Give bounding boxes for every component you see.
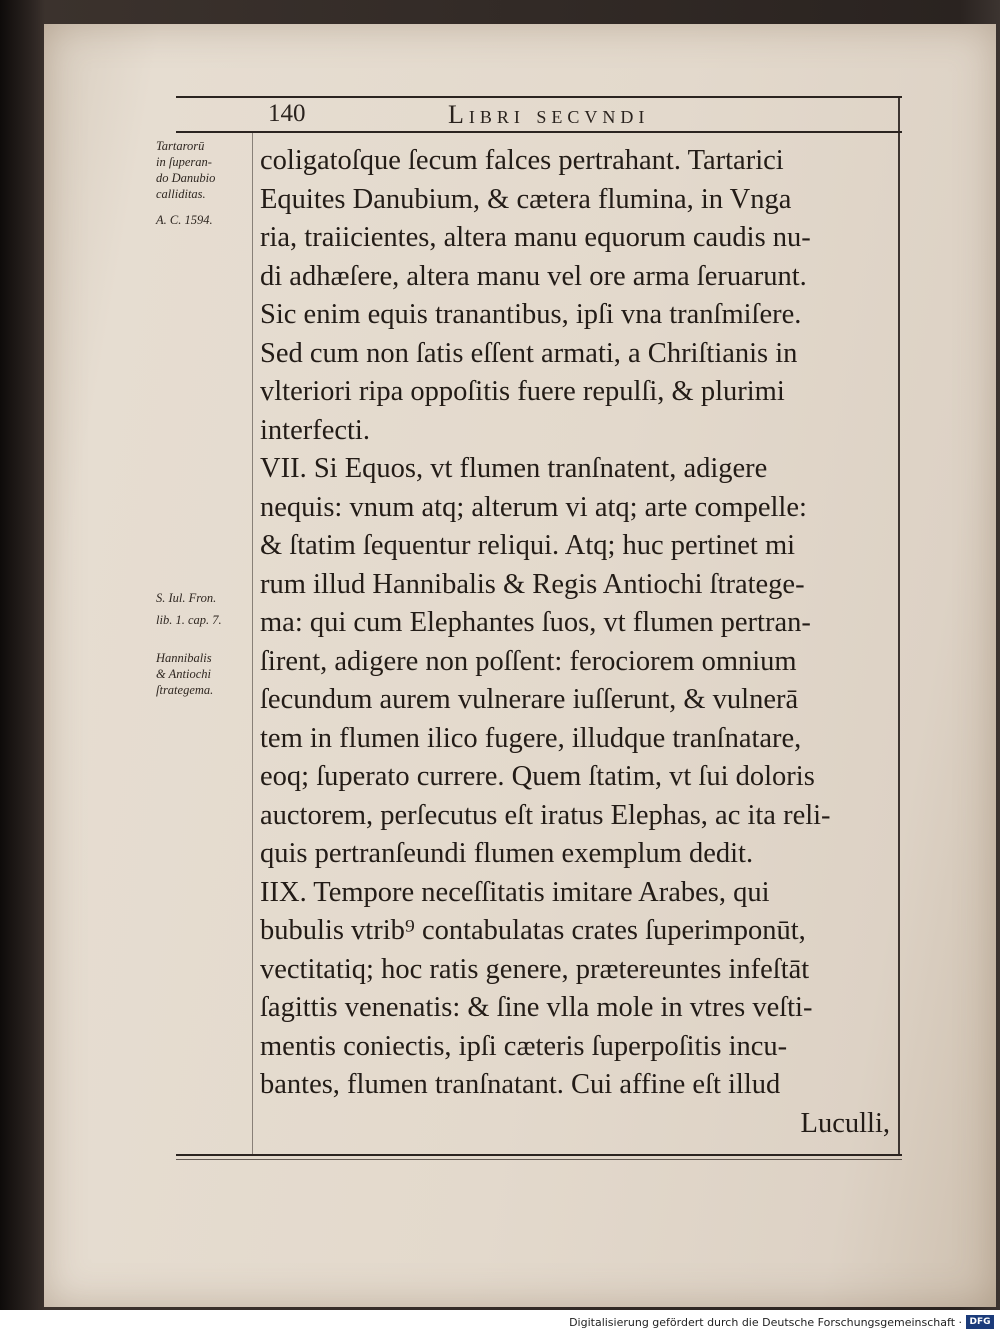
- text-line: ſecundum aurem vulnerare iuſſerunt, & vulnerā: [260, 684, 799, 715]
- margin-note-line: calliditas.: [156, 187, 206, 201]
- text-line: vectitatiq; hoc ratis genere, prætereuntes infeſtāt: [260, 953, 810, 985]
- margin-note-line: ſtrategema.: [156, 683, 214, 697]
- text-line: di adhæſere, altera manu vel ore arma ſeruarunt.: [260, 260, 807, 292]
- margin-rule-left: [252, 133, 253, 1155]
- margin-note-line: S. Iul. Fron.: [156, 591, 217, 605]
- text-line: nequis: vnum atq; alterum vi atq; arte compelle:: [260, 491, 807, 523]
- margin-note: [156, 590, 260, 628]
- text-line: VII. Si Equos, vt flumen tranſnatent, adigere: [260, 453, 768, 484]
- text-line: mentis coniectis, ipſi cæteris ſuperpoſitis incu-: [260, 1030, 788, 1062]
- text-line: interfecti.: [260, 414, 370, 446]
- text-line: vlteriori ripa oppoſitis fuere repulſi, & plurimi: [260, 376, 785, 407]
- text-line: Sed cum non ſatis eſſent armati, a Chriſtianis in: [260, 337, 798, 369]
- text-line: auctorem, perſecutus eſt iratus Elephas, ac ita reli-: [260, 799, 831, 831]
- dfg-logo-icon: DFG: [966, 1315, 994, 1329]
- text-line: eoq; ſuperato currere. Quem ſtatim, vt ſui doloris: [260, 761, 815, 792]
- header-rule-top: [176, 96, 902, 98]
- catchword: Luculli,: [800, 1107, 890, 1139]
- margin-note-line: A. C. 1594.: [156, 213, 213, 227]
- running-title: Libri secvndi: [448, 100, 650, 129]
- margin-note-line: & Antiochi: [156, 667, 211, 681]
- page-header: [268, 100, 898, 132]
- text-line: ria, traiicientes, altera manu equorum caudis nu-: [260, 222, 811, 253]
- margin-note-line: do Danubio: [156, 171, 216, 185]
- text-line: coligatoſque ſecum falces pertrahant. Tartarici: [260, 145, 784, 176]
- margin-note: [156, 650, 260, 698]
- text-line: IIX. Tempore neceſſitatis imitare Arabes, qui: [260, 876, 770, 908]
- footer-credit: Digitalisierung gefördert durch die Deutsche Forschungsgemeinschaft ·: [569, 1316, 962, 1329]
- text-line: Equites Danubium, & cætera flumina, in Vnga: [260, 183, 792, 215]
- margin-note-line: lib. 1. cap. 7.: [156, 613, 222, 627]
- footer-rule-top: [176, 1154, 902, 1156]
- footer-bar: [0, 1310, 1000, 1336]
- text-line: rum illud Hannibalis & Regis Antiochi ſtratege-: [260, 568, 805, 600]
- text-line: bantes, flumen tranſnatant. Cui affine eſt illud: [260, 1069, 781, 1100]
- text-line: & ſtatim ſequentur reliqui. Atq; huc pertinet mi: [260, 530, 796, 561]
- text-line: quis pertranſeundi flumen exemplum dedit.: [260, 838, 754, 869]
- margin-note-line: Hannibalis: [156, 651, 212, 665]
- text-line: ma: qui cum Elephantes ſuos, vt flumen pertran-: [260, 607, 811, 638]
- text-line: ſagittis venenatis: & ſine vlla mole in vtres veſti-: [260, 992, 813, 1023]
- text-line: bubulis vtrib⁹ contabulatas crates ſuperimponūt,: [260, 915, 806, 946]
- footer-rule-bottom: [176, 1159, 902, 1160]
- body-text: [260, 142, 900, 1143]
- text-line: tem in flumen ilico fugere, illudque tranſnatare,: [260, 722, 802, 754]
- text-line: Sic enim equis tranantibus, ipſi vna tranſmiſere.: [260, 299, 802, 330]
- text-line: ſirent, adigere non poſſent: ferociorem omnium: [260, 645, 797, 677]
- margin-note-line: in ſuperan-: [156, 155, 212, 169]
- margin-note-line: Tartarorū: [156, 139, 205, 153]
- page-number: 140: [268, 100, 306, 127]
- margin-note: [156, 138, 260, 228]
